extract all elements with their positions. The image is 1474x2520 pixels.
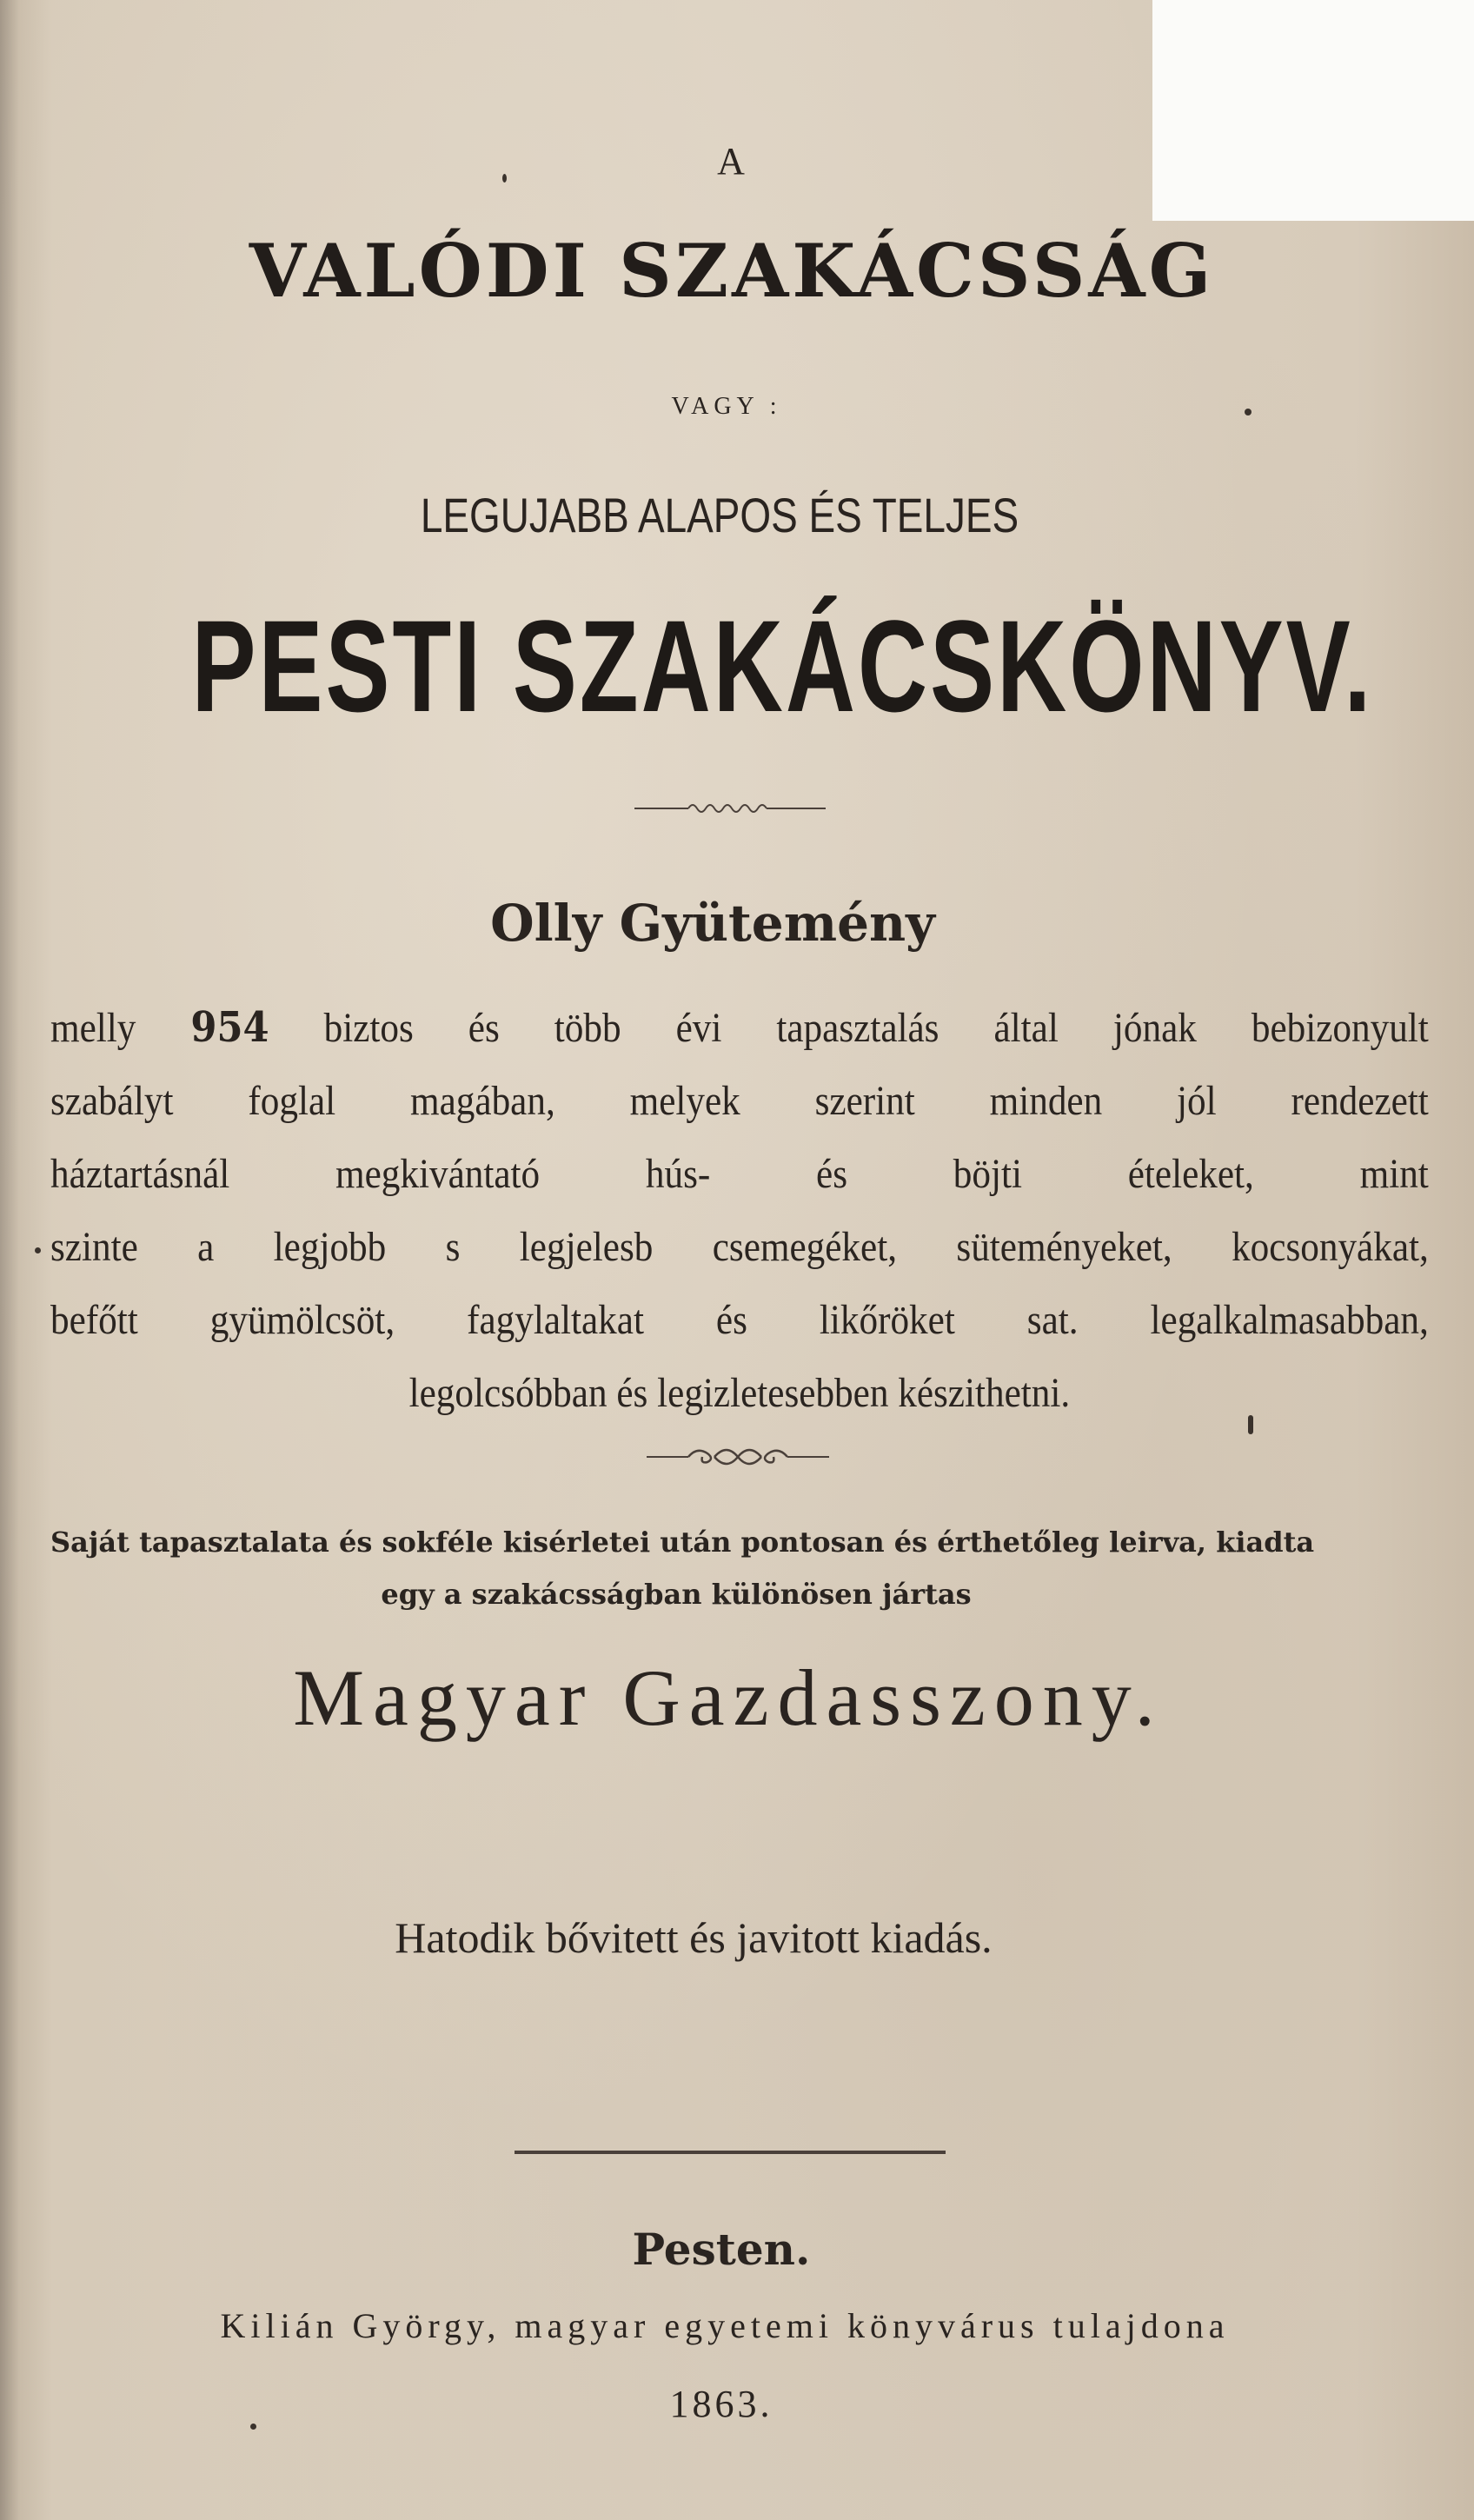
- author-line-2: egy a szakácsságban különösen jártas: [381, 1578, 972, 1611]
- edition-note: Hatodik bővitett és javitott kiadás.: [395, 1913, 993, 1962]
- ink-speck: [502, 174, 507, 183]
- description-line-3: háztartásnál megkivántató hús- és böjti ételeket, mint: [50, 1151, 1429, 1197]
- ink-speck: [1245, 409, 1252, 416]
- description-line-6: legolcsóbban és legizletesebben készithetni.: [408, 1370, 1071, 1416]
- scroll-ornament-icon: [647, 1440, 829, 1474]
- imprint-divider: [515, 2151, 946, 2154]
- author-name: Magyar Gazdasszony.: [293, 1653, 1164, 1742]
- publisher-line: Kilián György, magyar egyetemi könyvárus tulajdona: [220, 2306, 1230, 2345]
- ink-speck: [250, 2424, 256, 2430]
- corner-paper-slip: [1152, 0, 1474, 221]
- subtitle-main: PESTI SZAKÁCSKÖNYV.: [191, 593, 1374, 739]
- ink-speck: [35, 1247, 41, 1253]
- description-paragraph: [50, 991, 1429, 1430]
- description-line-2: szabályt foglal magában, melyek szerint minden jól rendezett: [50, 1078, 1429, 1124]
- description-line-4: szinte a legjobb s legjelesb csemegéket, süteményeket, kocsonyákat,: [50, 1224, 1429, 1270]
- collection-heading: Olly Gyütemény: [490, 894, 935, 953]
- ink-speck: [1248, 1415, 1253, 1434]
- publication-year: 1863.: [669, 2383, 774, 2425]
- subtitle-top: LEGUJABB ALAPOS ÉS TELJES: [420, 488, 1019, 542]
- place-of-publication: Pesten.: [632, 2224, 811, 2275]
- description-line-5: befőtt gyümölcsöt, fagylaltakat és likőröket sat. legalkalmasabban,: [50, 1297, 1429, 1343]
- main-title: VALÓDI SZAKÁCSSÁG: [249, 228, 1215, 314]
- title-conjunction: VAGY :: [671, 393, 782, 420]
- recipe-count: 954: [190, 1003, 269, 1052]
- description-line-1: melly 954 biztos és több évi tapasztalás által jónak bebizonyult: [50, 1003, 1429, 1052]
- author-line-1: Saját tapasztalata és sokféle kisérletei után pontosan és érthetőleg leirva, kiadta: [50, 1526, 1315, 1559]
- wavy-rule-ornament-icon: [634, 798, 826, 819]
- title-article: A: [717, 140, 747, 183]
